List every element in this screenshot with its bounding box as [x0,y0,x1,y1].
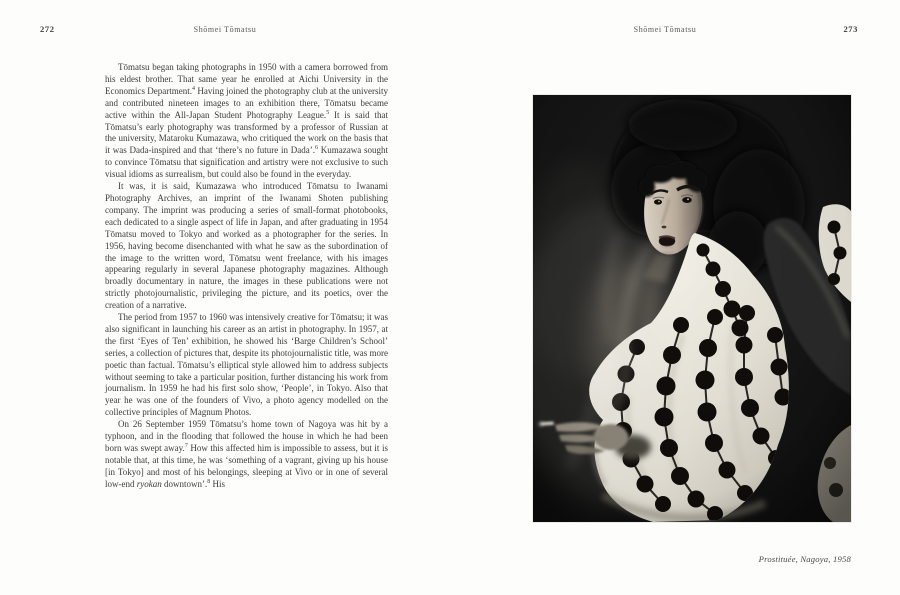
page-number-left: 272 [40,24,55,34]
footnote-marker: 5 [326,109,330,116]
text-run: His [210,478,226,489]
text-run: Having joined the photography club at the university and contributed nineteen images to an exhibition there, Tōmatsu became active within the All-Japan Student Photography League. [105,85,388,120]
text-run: Kumazawa sought to convince Tōmatsu that signification and artistry were not exclusive to such visual idioms as surrealism, but could also be found in the everyday. [105,145,388,180]
paragraph [105,312,388,419]
text-run: The period from 1957 to 1960 was intensively creative for Tōmatsu; it was also significant in launching his career as an artist in photography. In 1957, at the first ‘Eyes of Ten’ exhibition, he showed his ‘Barge Children’s School’ series, a collection of pictures that, despite its photojournalistic title, was more poetic than factual. Tōmatsu’s elliptical style allowed him to address subjects without seeming to take a particular position, further distancing his work from journalism. In 1959 he had his first solo show, ‘People’, in Tokyo. Also that year he was one of the founders of Vivo, a photo agency modelled on the collective principles of Magnum Photos. [105,312,388,418]
footnote-marker: 6 [315,145,318,152]
paragraph [105,181,388,312]
photograph [533,95,851,522]
footnote-marker: 7 [184,443,188,449]
photo-illustration [533,95,851,522]
text-run: On 26 September 1959 Tōmatsu’s home town of Nagoya was hit by a typhoon, and in the flooding that followed the house in which he had been born was swept away. [105,419,388,453]
vignette [533,95,851,522]
text-run: It was, it is said, Kumazawa who introduced Tōmatsu to Iwanami Photography Archives, an imprint of the Iwanami Shoten publishing company. The imprint was producing a series of small-format photobooks, each dedicated to a single aspect of life in Japan, and after graduating in 1954 Tōmatsu moved to Tokyo and worked as a photographer for the series. In 1956, having become disenchanted with what he saw as the subordination of the image to the written word, Tōmatsu went freelance, with his images appearing regularly in several Japanese photography magazines. Although broadly documentary in nature, the images in these publications were not strictly photojournalistic, privileging the picture, and its poetics, over the creation of a narrative. [105,181,388,311]
paragraph [105,62,388,181]
page-number-right: 273 [843,24,858,34]
paragraph [105,419,388,490]
photo-caption: Prostituée, Nagoya, 1958 [758,554,851,564]
article-text [105,62,388,491]
text-run: Tōmatsu began taking photographs in 1950 with a camera borrowed from his eldest brother. That same year he enrolled at Aichi University in the Economics Department. [105,62,388,96]
text-run: It is said that Tōmatsu’s early photography was transformed by a professor of Russian at the university, Mataroku Kumazawa, who critiqued the work on the basis that it was Dada-inspired and that ‘there’s no future in Dada’. [105,109,388,156]
running-header-right: Shōmei Tōmatsu [633,25,697,34]
footnote-marker: 4 [192,85,196,92]
text-run: ryokan [136,478,162,489]
running-header-left: Shōmei Tōmatsu [193,25,257,34]
text-run: downtown’. [161,478,208,489]
footnote-marker: 8 [207,478,211,485]
text-run: How this affected him is impossible to assess, but it is notable that, at this time, he was ‘something of a vagrant, giving up his house [in Tokyo] and most of his belongings, sleeping at Vivo or in one of several low-end [105,443,388,489]
